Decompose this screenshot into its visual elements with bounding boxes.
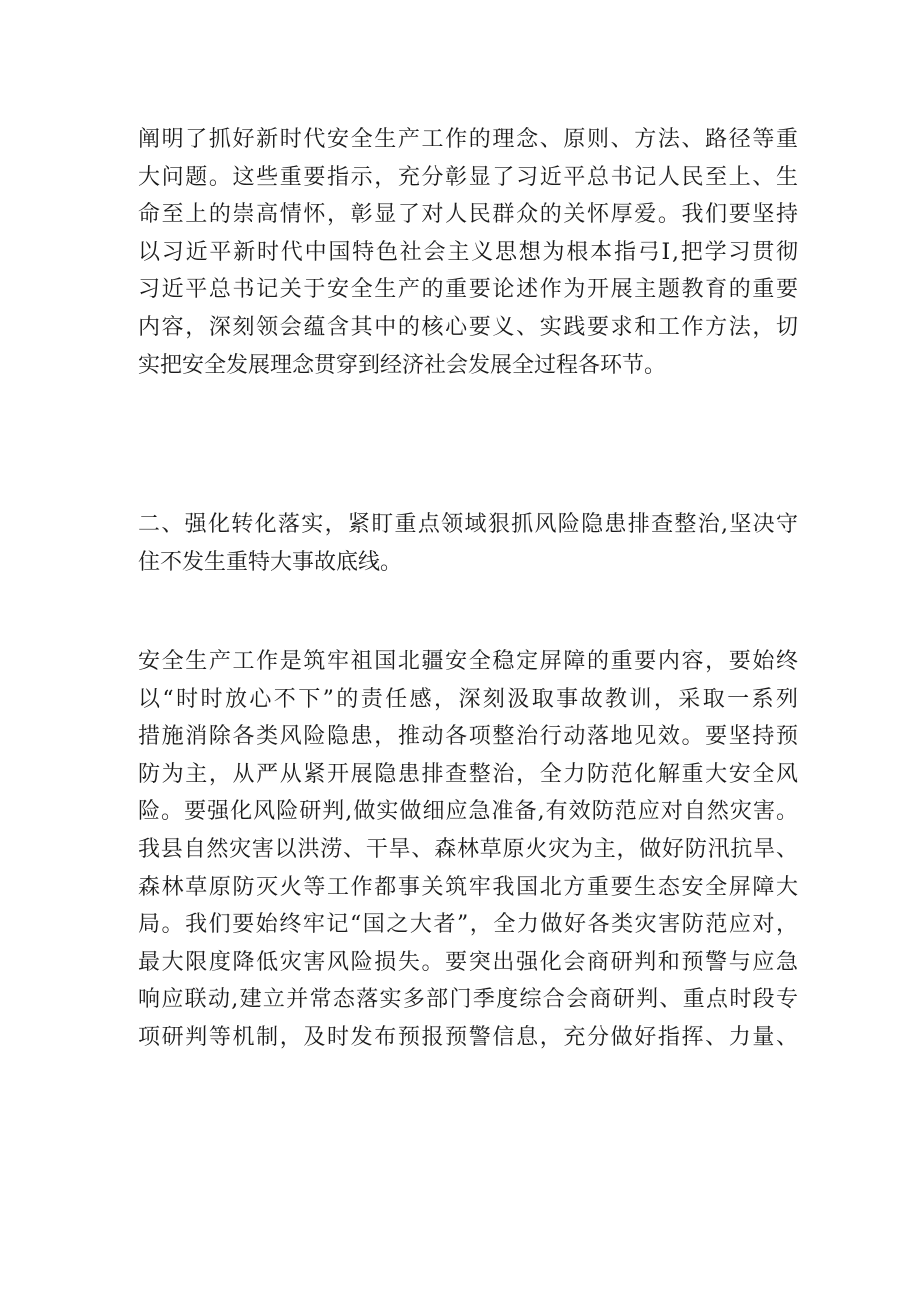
text-line: 局。我们要始终牢记“国之大者”，全力做好各类灾害防范应对， xyxy=(138,912,798,938)
text-line: 最大限度降低灾害风险损失。要突出强化会商研判和预警与应急 xyxy=(138,949,798,975)
text-line: 以“时时放心不下”的责任感，深刻汲取事故教训，采取一系列 xyxy=(138,686,798,712)
text-line: 阐明了抓好新时代安全生产工作的理念、原则、方法、路径等重 xyxy=(138,127,798,152)
text-line: 以习近平新时代中国特色社会主义思想为根本指弓Ⅰ,把学习贯彻 xyxy=(138,239,798,265)
text-line: 安全生产工作是筑牢祖国北疆安全稳定屏障的重要内容，要始终 xyxy=(138,649,798,674)
text-line: 险。要强化风险研判,做实做细应急准备,有效防范应对自然灾害。 xyxy=(138,799,798,825)
paragraph-3 xyxy=(138,643,798,1057)
text-line: 响应联动,建立并常态落实多部门季度综合会商研判、重点时段专 xyxy=(138,987,798,1013)
text-line: 我县自然灾害以洪涝、干旱、森林草原火灾为主，做好防汛抗旱、 xyxy=(138,836,798,862)
text-line: 森林草原防灭火等工作都事关筑牢我国北方重要生态安全屏障大 xyxy=(138,874,798,900)
text-line: 大问题。这些重要指示，充分彰显了习近平总书记人民至上、生 xyxy=(138,164,798,190)
heading-line: 二、强化转化落实，紧盯重点领域狠抓风险隐患排查整治,坚决守 xyxy=(138,512,798,537)
text-line: 项研判等机制，及时发布预报预警信息，充分做好指挥、力量、 xyxy=(138,1024,798,1050)
paragraph-1 xyxy=(138,121,798,384)
section-heading-2 xyxy=(138,506,798,581)
text-line: 内容，深刻领会蕴含其中的核心要义、实践要求和工作方法，切 xyxy=(138,314,798,340)
text-line: 措施消除各类风险隐患，推动各项整治行动落地见效。要坚持预 xyxy=(138,724,798,750)
text-line: 命至上的崇高情怀，彰显了对人民群众的关怀厚爱。我们要坚持 xyxy=(138,202,798,228)
text-line: 实把安全发展理念贯穿到经济社会发展全过程各环节。 xyxy=(138,352,667,378)
text-line: 防为主，从严从紧开展隐患排查整治，全力防范化解重大安全风 xyxy=(138,761,798,787)
heading-line: 住不发生重特大事故底线。 xyxy=(138,549,403,575)
text-line: 习近平总书记关于安全生产的重要论述作为开展主题教育的重要 xyxy=(138,277,798,303)
